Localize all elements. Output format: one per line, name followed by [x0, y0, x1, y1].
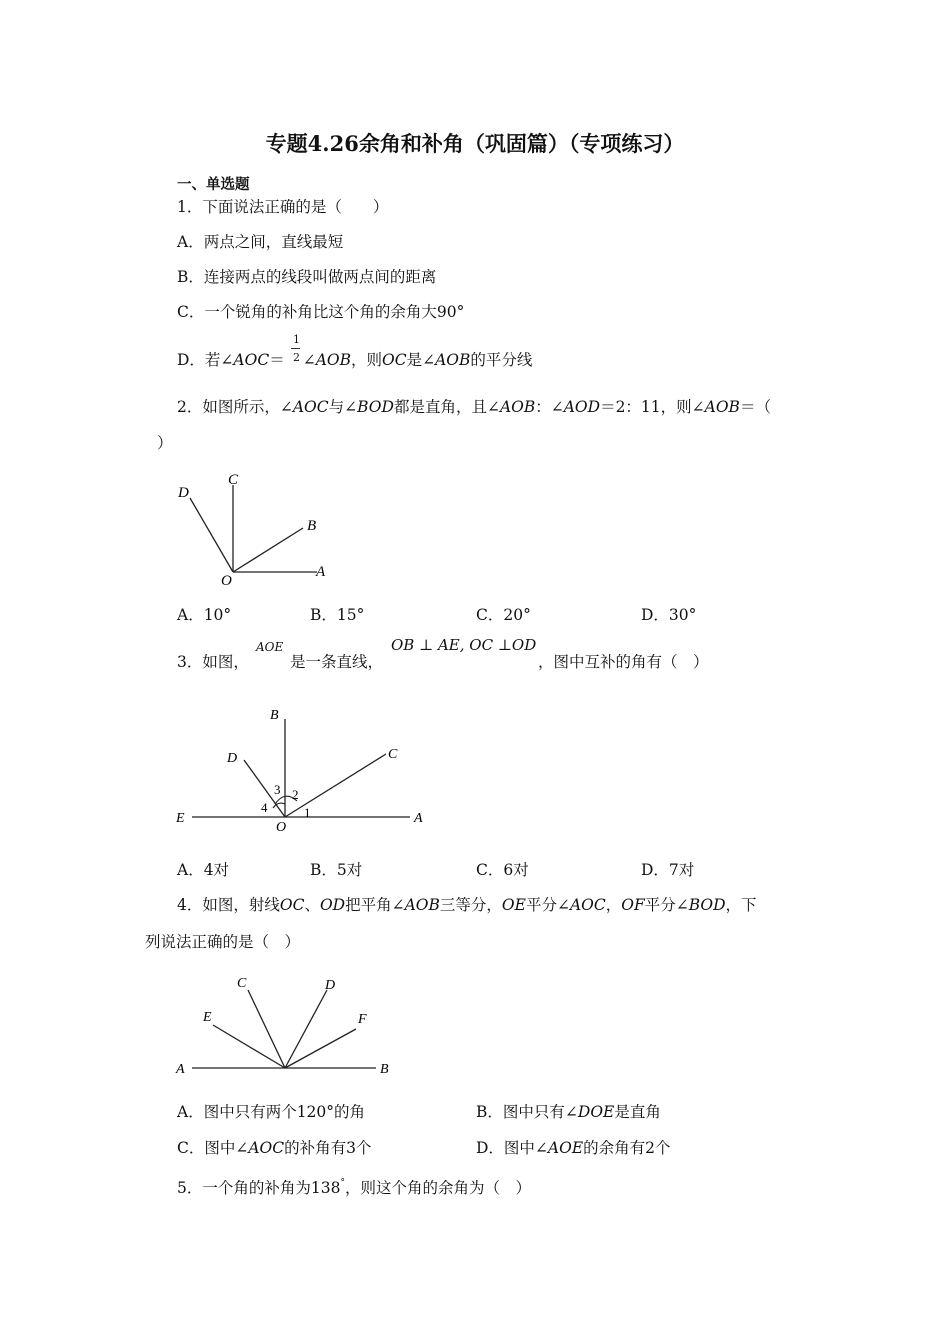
- label-c: C: [388, 747, 398, 762]
- q3-condition: OB ⊥ AE, OC ⊥OD: [391, 636, 537, 654]
- q3-option-c: C．6对: [476, 861, 529, 879]
- label-b: B: [307, 518, 317, 534]
- label-o: O: [221, 573, 232, 589]
- q3-option-d: D．7对: [641, 861, 695, 879]
- label-b: B: [270, 708, 279, 723]
- q2-option-b: B．15°: [310, 606, 365, 624]
- ray-oc: [285, 754, 386, 817]
- q2-stem: 2．如图所示，∠AOC与∠BOD都是直角，且∠AOB：∠AOD＝2：11，则∠AOB＝（: [177, 398, 771, 416]
- label-e: E: [176, 811, 185, 826]
- q4-option-c: C．图中∠AOC的补角有3个: [177, 1139, 372, 1157]
- label-d: D: [325, 978, 336, 993]
- q1-option-c: C．一个锐角的补角比这个角的余角大90°: [177, 303, 465, 321]
- q3-option-a: A．4对: [177, 861, 230, 879]
- label-a: A: [414, 811, 423, 826]
- label-o: O: [276, 820, 287, 835]
- q3-figure: [170, 700, 435, 840]
- q2-option-d: D．30°: [641, 606, 697, 624]
- q1-option-d: D．若∠AOC＝ ∠AOB，则OC是∠AOB的平分线: [177, 351, 533, 369]
- q2-option-a: A．10°: [177, 606, 232, 624]
- label-d: D: [178, 485, 189, 501]
- label-f: F: [358, 1012, 367, 1027]
- q2-stem-line2: ）: [157, 434, 173, 452]
- page-title: 专题4.26余角和补角（巩固篇）（专项练习）: [265, 131, 685, 156]
- q3-stem-part2: 是一条直线，: [290, 653, 384, 671]
- label-d: D: [227, 751, 238, 766]
- q1-fraction-denominator: 2: [293, 351, 300, 364]
- q4-stem-line2: 列说法正确的是（ ）: [145, 933, 301, 951]
- label-e: E: [203, 1010, 212, 1025]
- q5-stem: 5．一个角的补角为138°，则这个角的余角为（ ）: [177, 1178, 531, 1197]
- label-4: 4: [261, 800, 268, 815]
- q3-stem-part1: 3．如图，: [177, 653, 249, 671]
- q4-option-b: B．图中只有∠DOE是直角: [476, 1103, 661, 1121]
- ray-od: [190, 498, 233, 572]
- q1-option-a: A．两点之间，直线最短: [177, 233, 344, 251]
- label-c: C: [228, 472, 239, 488]
- label-2: 2: [292, 787, 299, 802]
- label-a: A: [176, 1062, 185, 1077]
- label-b: B: [380, 1062, 389, 1077]
- label-c: C: [237, 976, 247, 991]
- q4-option-d: D．图中∠AOE的余角有2个: [476, 1139, 671, 1157]
- q4-figure: [170, 965, 400, 1083]
- label-a: A: [316, 564, 326, 580]
- q3-aoe: AOE: [256, 640, 284, 654]
- section-heading: 一、单选题: [177, 176, 250, 193]
- q1-fraction-bar: [291, 348, 300, 349]
- ray-ob: [233, 528, 303, 572]
- q2-option-c: C．20°: [476, 606, 531, 624]
- q1-option-b: B．连接两点的线段叫做两点间的距离: [177, 268, 437, 286]
- label-3: 3: [274, 782, 281, 797]
- q1-fraction-numerator: 1: [293, 333, 300, 346]
- label-1: 1: [304, 805, 311, 820]
- q3-option-b: B．5对: [310, 861, 363, 879]
- q1-stem: 1．下面说法正确的是（ ）: [177, 198, 389, 216]
- q4-option-a: A．图中只有两个120°的角: [177, 1103, 366, 1121]
- q2-figure: [170, 465, 340, 590]
- q3-stem-part3: ，图中互补的角有（ ）: [538, 653, 709, 671]
- q4-stem: 4．如图，射线OC、OD把平角∠AOB三等分，OE平分∠AOC，OF平分∠BOD，下: [177, 896, 757, 914]
